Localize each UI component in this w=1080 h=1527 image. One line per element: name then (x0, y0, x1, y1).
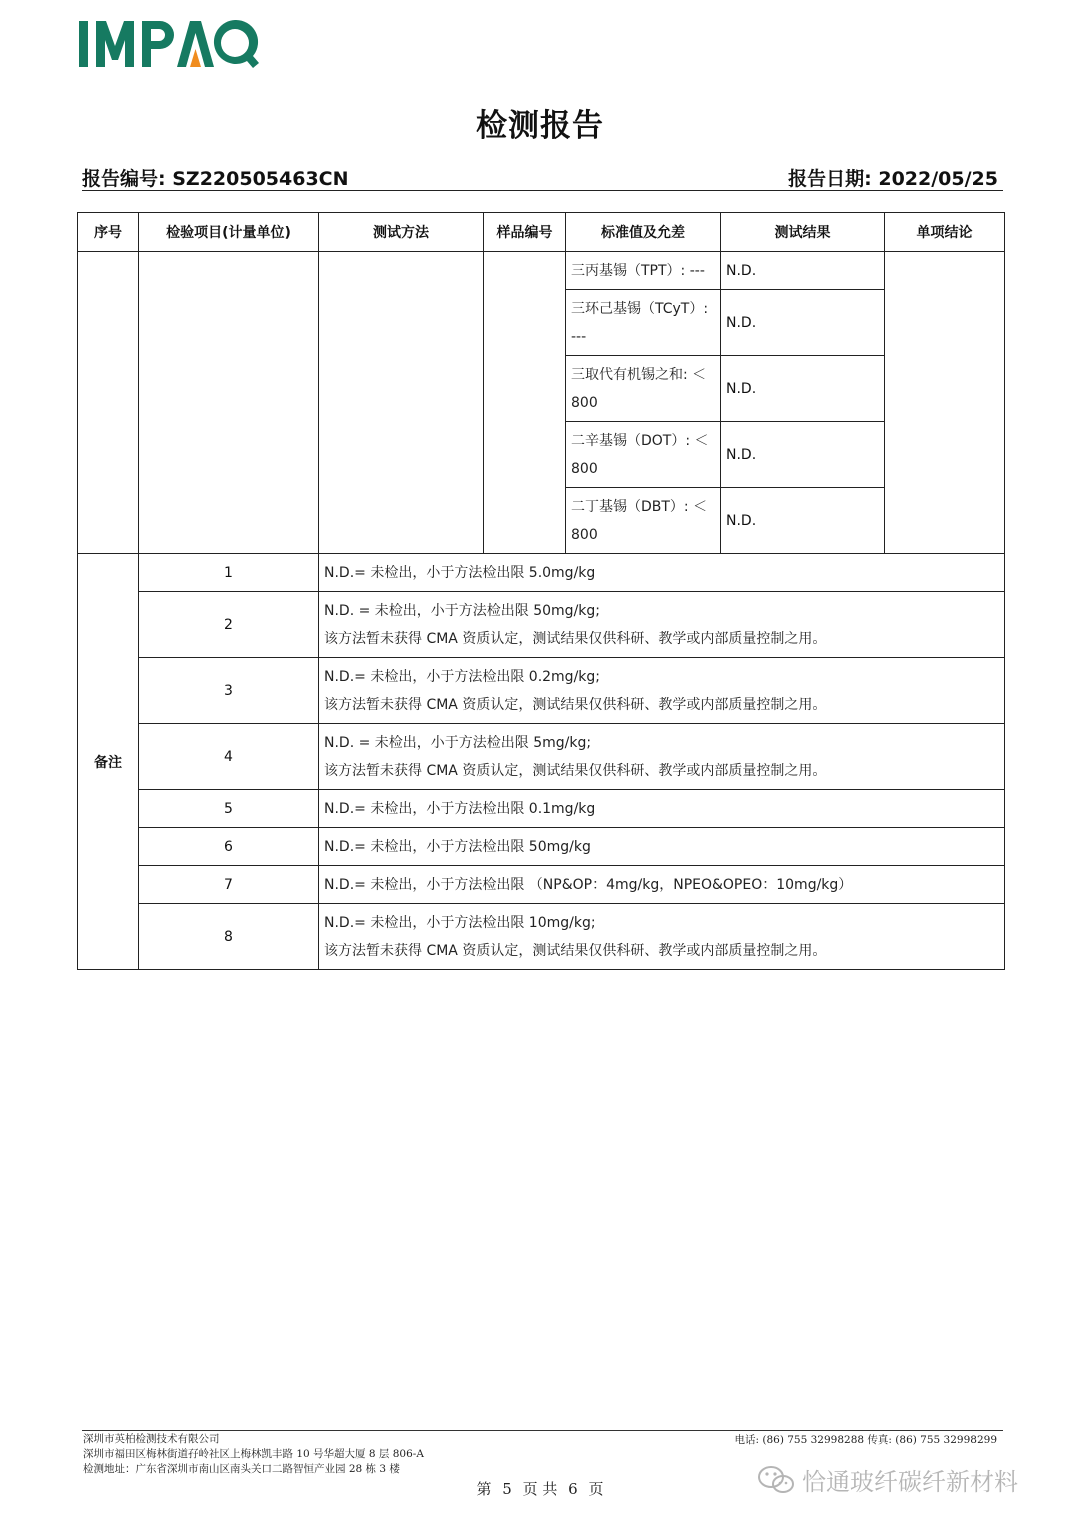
document-title: 检测报告 (476, 108, 604, 144)
remark-text (319, 658, 1005, 724)
remark-row (78, 592, 1005, 658)
footer-contact: 电话: (86) 755 32998288 传真: (86) 755 32998299 (734, 1434, 997, 1446)
remark-row (78, 790, 1005, 828)
page-total: 6 (568, 1480, 578, 1498)
result-cell: N.D. (721, 356, 885, 422)
page-current: 5 (502, 1480, 512, 1498)
header-standard: 标准值及允差 (566, 213, 721, 252)
wechat-icon (756, 1464, 796, 1496)
standard-cell (566, 252, 721, 290)
page-label-2: 页 共 (522, 1480, 558, 1498)
standard-cell (566, 356, 721, 422)
remark-number: 4 (139, 724, 319, 790)
remark-row (78, 554, 1005, 592)
report-date-value: 2022/05/25 (878, 168, 998, 190)
result-cell: N.D. (721, 422, 885, 488)
remark-line: N.D.= 未检出，小于方法检出限 10mg/kg; (324, 914, 596, 931)
standard-line: 三丙基锡（TPT）: --- (571, 262, 705, 279)
standard-line: 三环己基锡（TCyT）: (571, 300, 709, 317)
footer-company-info (83, 1432, 424, 1477)
header-seq: 序号 (78, 213, 139, 252)
footer-lab-address: 检测地址：广东省深圳市南山区南头关口二路智恒产业园 28 栋 3 楼 (83, 1463, 400, 1475)
remark-text (319, 724, 1005, 790)
remark-text (319, 592, 1005, 658)
remark-line: N.D.= 未检出，小于方法检出限 0.1mg/kg (324, 800, 596, 817)
test-results-table (77, 212, 1005, 970)
remark-row (78, 866, 1005, 904)
remark-row (78, 724, 1005, 790)
standard-line: 800 (571, 460, 598, 477)
header-item: 检验项目(计量单位) (139, 213, 319, 252)
footer-divider (82, 1430, 1003, 1431)
standard-line: 二丁基锡（DBT）: ＜ (571, 498, 708, 515)
remark-number: 6 (139, 828, 319, 866)
remarks-label: 备注 (78, 554, 139, 970)
remark-number: 2 (139, 592, 319, 658)
standard-line: --- (571, 328, 587, 345)
remark-line: 该方法暂未获得 CMA 资质认定，测试结果仅供科研、教学或内部质量控制之用。 (324, 942, 827, 959)
impaq-logo (77, 16, 259, 72)
standard-cell (566, 422, 721, 488)
footer-address: 深圳市福田区梅林街道孖岭社区上梅林凯丰路 10 号华超大厦 8 层 806-A (83, 1448, 424, 1460)
page-label-1: 第 (476, 1480, 492, 1498)
seq-cell (78, 252, 139, 554)
header-result: 测试结果 (721, 213, 885, 252)
table-header-row (78, 213, 1005, 252)
report-date (788, 164, 998, 191)
remark-text (319, 790, 1005, 828)
remark-text (319, 866, 1005, 904)
remark-line: 该方法暂未获得 CMA 资质认定，测试结果仅供科研、教学或内部质量控制之用。 (324, 696, 827, 713)
method-cell (319, 252, 484, 554)
remark-line: N.D.= 未检出，小于方法检出限 5.0mg/kg (324, 564, 596, 581)
remark-line: N.D. = 未检出，小于方法检出限 5mg/kg; (324, 734, 592, 751)
remark-line: N.D. = 未检出，小于方法检出限 50mg/kg; (324, 602, 601, 619)
standard-line: 二辛基锡（DOT）: ＜ (571, 432, 709, 449)
footer-company: 深圳市英柏检测技术有限公司 (83, 1433, 220, 1445)
remark-line: 该方法暂未获得 CMA 资质认定，测试结果仅供科研、教学或内部质量控制之用。 (324, 630, 827, 647)
report-date-label: 报告日期: (788, 168, 872, 190)
sample-cell (484, 252, 566, 554)
header-conclusion: 单项结论 (885, 213, 1005, 252)
remark-number: 7 (139, 866, 319, 904)
remark-text (319, 828, 1005, 866)
remark-line: N.D.= 未检出，小于方法检出限 （NP&OP：4mg/kg，NPEO&OPEO：10mg/kg） (324, 876, 853, 893)
report-number-label: 报告编号: (82, 168, 166, 190)
remark-row (78, 658, 1005, 724)
remark-line: 该方法暂未获得 CMA 资质认定，测试结果仅供科研、教学或内部质量控制之用。 (324, 762, 827, 779)
table-row (78, 252, 1005, 290)
remark-line: N.D.= 未检出，小于方法检出限 0.2mg/kg; (324, 668, 601, 685)
page-label-3: 页 (588, 1480, 604, 1498)
standard-cell (566, 488, 721, 554)
result-cell: N.D. (721, 290, 885, 356)
remark-number: 3 (139, 658, 319, 724)
header-divider (82, 190, 1003, 191)
report-number (82, 164, 349, 191)
header-method: 测试方法 (319, 213, 484, 252)
remark-row (78, 904, 1005, 970)
standard-cell (566, 290, 721, 356)
report-number-value: SZ220505463CN (172, 168, 349, 190)
standard-line: 800 (571, 526, 598, 543)
watermark (756, 1462, 1018, 1497)
remark-number: 5 (139, 790, 319, 828)
conclusion-cell (885, 252, 1005, 554)
remark-text (319, 904, 1005, 970)
result-cell: N.D. (721, 488, 885, 554)
remark-number: 8 (139, 904, 319, 970)
remark-row (78, 828, 1005, 866)
standard-line: 三取代有机锡之和: ＜ (571, 366, 707, 383)
remark-text (319, 554, 1005, 592)
remark-line: N.D.= 未检出，小于方法检出限 50mg/kg (324, 838, 591, 855)
standard-line: 800 (571, 394, 598, 411)
header-sample-no: 样品编号 (484, 213, 566, 252)
remark-number: 1 (139, 554, 319, 592)
result-cell: N.D. (721, 252, 885, 290)
item-cell (139, 252, 319, 554)
watermark-text: 恰通玻纤碳纤新材料 (802, 1468, 1018, 1496)
